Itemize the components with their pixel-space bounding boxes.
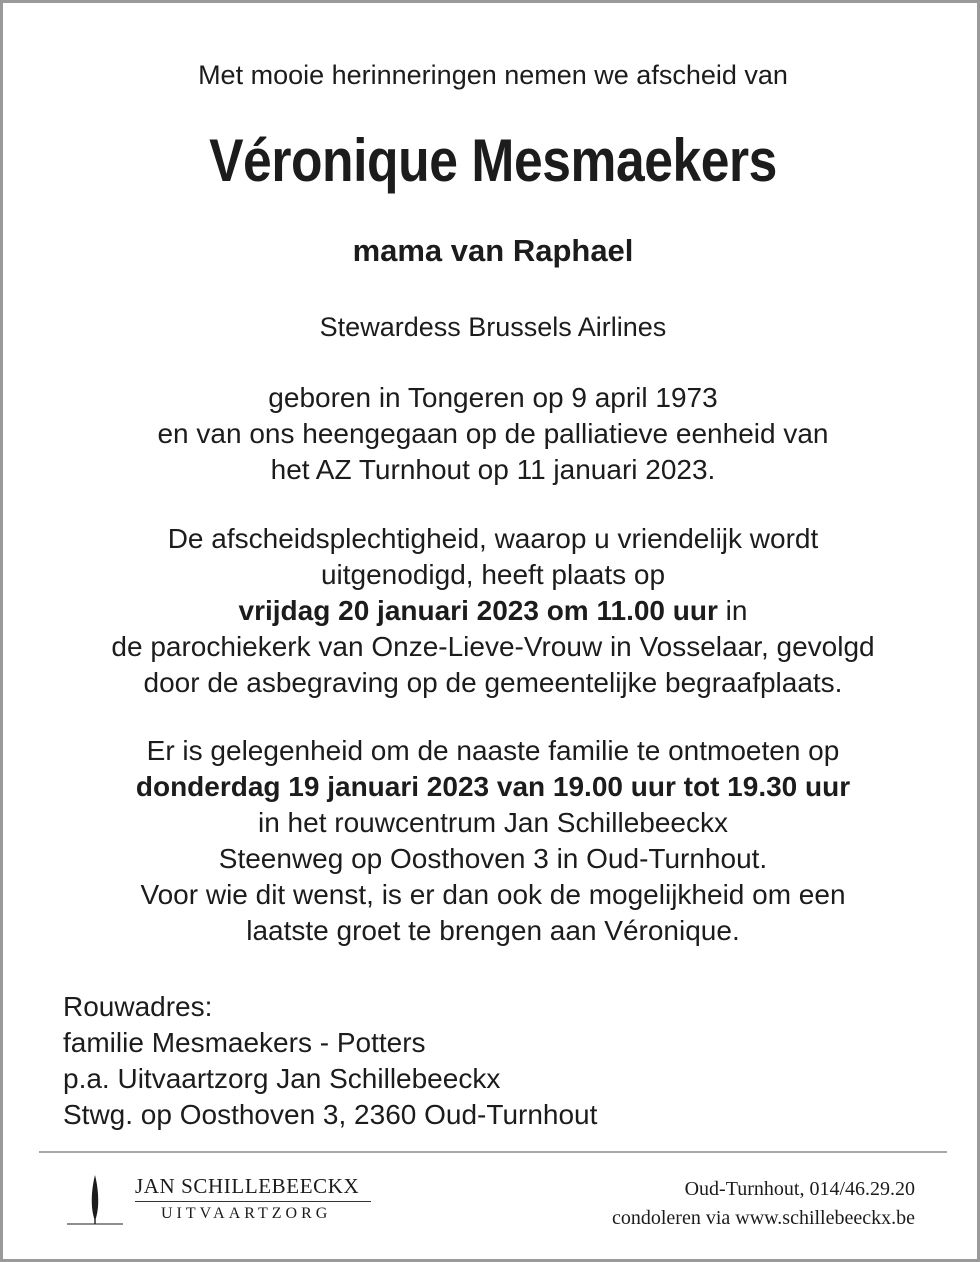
logo-name: JAN SCHILLEBEECKX <box>135 1174 360 1198</box>
meeting-line: laatste groet te brengen aan Véronique. <box>246 915 740 946</box>
address-line: Stwg. op Oosthoven 3, 2360 Oud-Turnhout <box>63 1099 598 1130</box>
contact-phone: Oud-Turnhout, 014/46.29.20 <box>684 1178 915 1200</box>
subtitle: mama van Raphael <box>352 233 634 268</box>
birth-line: geboren in Tongeren op 9 april 1973 <box>268 382 718 413</box>
ceremony-date: vrijdag 20 januari 2023 om 11.00 uur <box>238 595 718 626</box>
logo-rule <box>135 1201 371 1202</box>
ceremony-line: uitgenodigd, heeft plaats op <box>320 559 666 590</box>
contact-info <box>612 1175 915 1233</box>
birth-line: en van ons heengegaan op de palliatieve eenheid van <box>157 418 829 449</box>
meeting-line: Steenweg op Oosthoven 3 in Oud-Turnhout. <box>218 843 768 874</box>
meeting-line: Er is gelegenheid om de naaste familie te ontmoeten op <box>146 735 840 766</box>
mourning-address <box>63 989 597 1133</box>
birth-paragraph <box>3 380 980 488</box>
logo-subtitle: UITVAARTZORG <box>161 1205 332 1222</box>
ceremony-paragraph <box>3 521 980 701</box>
profession: Stewardess Brussels Airlines <box>319 312 667 342</box>
birth-line: het AZ Turnhout op 11 januari 2023. <box>270 454 716 485</box>
address-line: familie Mesmaekers - Potters <box>63 1027 426 1058</box>
ceremony-date-line <box>3 593 980 629</box>
address-line: p.a. Uitvaartzorg Jan Schillebeeckx <box>63 1063 501 1094</box>
deceased-name: Véronique Mesmaekers <box>209 127 777 194</box>
address-heading: Rouwadres: <box>63 991 213 1022</box>
ceremony-line: de parochiekerk van Onze-Lieve-Vrouw in Vosselaar, gevolgd <box>111 631 875 662</box>
ceremony-date-suffix: in <box>717 595 748 626</box>
cypress-tree-icon <box>63 1171 127 1229</box>
meeting-date: donderdag 19 januari 2023 van 19.00 uur tot 19.30 uur <box>135 771 851 802</box>
meeting-line: Voor wie dit wenst, is er dan ook de mogelijkheid om een <box>140 879 846 910</box>
ceremony-line: De afscheidsplechtigheid, waarop u vriendelijk wordt <box>167 523 819 554</box>
footer-divider <box>39 1151 947 1153</box>
contact-website: condoleren via www.schillebeeckx.be <box>611 1207 915 1229</box>
ceremony-line: door de asbegraving op de gemeentelijke begraafplaats. <box>143 667 843 698</box>
intro-text: Met mooie herinneringen nemen we afscheid van <box>198 60 788 90</box>
meeting-line: in het rouwcentrum Jan Schillebeeckx <box>257 807 728 838</box>
meeting-paragraph <box>3 733 980 949</box>
funeral-home-logo <box>63 1171 383 1231</box>
